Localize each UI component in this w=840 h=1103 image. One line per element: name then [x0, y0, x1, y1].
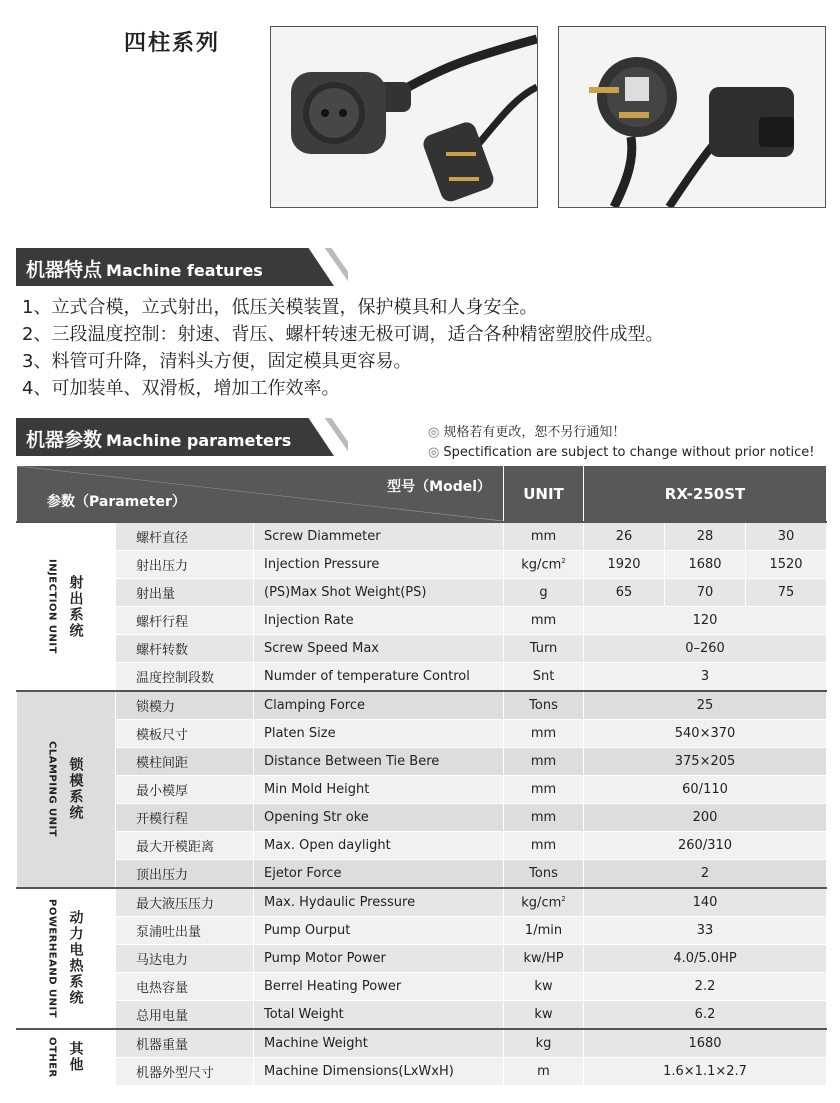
group-label-zh: 动力电热系统 — [67, 910, 84, 1007]
param-name-en: Platen Size — [254, 720, 504, 748]
group-label-en: INJECTION UNIT — [46, 559, 58, 654]
param-name-zh: 螺杆转数 — [116, 635, 254, 663]
table-row — [17, 579, 827, 607]
group-label-zh: 锁模系统 — [67, 757, 84, 822]
features-banner — [16, 248, 334, 286]
param-unit — [504, 1001, 584, 1030]
param-value: 540×370 — [584, 720, 827, 748]
table-row — [17, 888, 827, 917]
group-label-cell — [17, 691, 116, 888]
table-row — [17, 832, 827, 860]
unit-text: mm — [530, 613, 557, 628]
param-name-zh: 马达电力 — [116, 945, 254, 973]
unit-text: kw/HP — [523, 951, 564, 966]
param-name-en: Opening Str oke — [254, 804, 504, 832]
unit-text: m — [537, 1064, 550, 1079]
param-name-zh: 总用电量 — [116, 1001, 254, 1030]
parameter-label: 参数（Parameter） — [47, 494, 186, 510]
param-name-en: Clamping Force — [254, 691, 504, 720]
param-value: 1680 — [665, 551, 746, 579]
param-name-zh: 机器外型尺寸 — [116, 1058, 254, 1086]
table-row — [17, 1058, 827, 1086]
param-name-en: Numder of temperature Control — [254, 663, 504, 692]
feature-item: 3、料管可升降，清料头方便，固定模具更容易。 — [22, 351, 412, 372]
param-name-en: Pump Motor Power — [254, 945, 504, 973]
param-value: 1520 — [746, 551, 827, 579]
table-row — [17, 720, 827, 748]
notice-en: Spectification are subject to change without prior notice! — [443, 445, 815, 460]
param-name-zh: 开模行程 — [116, 804, 254, 832]
param-unit — [504, 776, 584, 804]
param-name-zh: 螺杆直径 — [116, 522, 254, 551]
table-header-row — [17, 466, 827, 523]
table-row — [17, 607, 827, 635]
unit-superscript: 2 — [561, 894, 566, 903]
param-name-zh: 最大液压压力 — [116, 888, 254, 917]
param-name-zh: 顶出压力 — [116, 860, 254, 889]
param-value: 2 — [584, 860, 827, 889]
param-unit — [504, 748, 584, 776]
group-label-cell — [17, 888, 116, 1029]
param-name-en: Max. Hydaulic Pressure — [254, 888, 504, 917]
param-value: 28 — [665, 522, 746, 551]
param-value: 3 — [584, 663, 827, 692]
unit-text: g — [539, 585, 548, 600]
param-value: 6.2 — [584, 1001, 827, 1030]
plug-cable-illustration — [559, 27, 825, 207]
unit-text: kg/cm — [521, 895, 562, 911]
notice-zh: 规格若有更改，恕不另行通知！ — [443, 425, 626, 440]
param-unit — [504, 663, 584, 692]
unit-text: Tons — [529, 698, 558, 713]
param-name-zh: 电热容量 — [116, 973, 254, 1001]
param-unit — [504, 720, 584, 748]
param-value: 1680 — [584, 1029, 827, 1058]
param-name-zh: 射出量 — [116, 579, 254, 607]
table-row — [17, 945, 827, 973]
table-row — [17, 1029, 827, 1058]
param-name-zh: 最小模厚 — [116, 776, 254, 804]
feature-item: 2、三段温度控制：射速、背压、螺杆转速无极可调，适合各种精密塑胶件成型。 — [22, 324, 664, 345]
params-title-en: Machine parameters — [106, 431, 292, 450]
param-value: 75 — [746, 579, 827, 607]
features-title-zh: 机器特点 — [26, 259, 103, 281]
feature-item: 1、立式合模，立式射出，低压关模装置，保护模具和人身安全。 — [22, 297, 538, 318]
group-label-zh: 其他 — [67, 1041, 84, 1074]
header-param-model-cell — [17, 466, 504, 523]
table-row — [17, 663, 827, 692]
group-label-en: OTHER — [46, 1037, 58, 1078]
unit-header: UNIT — [504, 466, 584, 523]
param-unit — [504, 917, 584, 945]
unit-text: 1/min — [524, 923, 563, 938]
param-name-en: Ejetor Force — [254, 860, 504, 889]
unit-superscript: 2 — [561, 556, 566, 565]
group-label-cell — [17, 1029, 116, 1086]
param-value: 33 — [584, 917, 827, 945]
unit-text: kw — [534, 979, 553, 994]
unit-text: kg/cm — [521, 557, 562, 573]
model-value-header: RX-250ST — [584, 466, 827, 523]
notice-mark: ◎ — [428, 425, 440, 440]
model-label: 型号（Model） — [387, 479, 492, 495]
table-row — [17, 776, 827, 804]
unit-text: Snt — [532, 669, 555, 684]
param-name-en: Min Mold Height — [254, 776, 504, 804]
features-title-en: Machine features — [106, 261, 263, 280]
unit-text: mm — [530, 726, 557, 741]
unit-text: kw — [534, 1007, 553, 1022]
param-value: 1920 — [584, 551, 665, 579]
feature-item: 4、可加装单、双滑板，增加工作效率。 — [22, 378, 340, 399]
param-name-en: (PS)Max Shot Weight(PS) — [254, 579, 504, 607]
socket-cable-photo — [270, 26, 538, 208]
group-label-zh: 射出系统 — [67, 574, 84, 639]
table-row — [17, 551, 827, 579]
param-value: 65 — [584, 579, 665, 607]
unit-text: mm — [530, 838, 557, 853]
unit-text: Tons — [529, 866, 558, 881]
table-row — [17, 522, 827, 551]
param-name-zh: 螺杆行程 — [116, 607, 254, 635]
param-unit — [504, 607, 584, 635]
param-value: 200 — [584, 804, 827, 832]
unit-text: mm — [530, 810, 557, 825]
table-row — [17, 635, 827, 663]
socket-cable-illustration — [271, 27, 537, 207]
unit-text: mm — [530, 754, 557, 769]
param-unit — [504, 1058, 584, 1086]
param-unit — [504, 1029, 584, 1058]
param-unit — [504, 551, 584, 579]
param-name-zh: 模柱间距 — [116, 748, 254, 776]
param-value: 0–260 — [584, 635, 827, 663]
param-name-en: Screw Speed Max — [254, 635, 504, 663]
param-name-en: Machine Weight — [254, 1029, 504, 1058]
notice-mark: ◎ — [428, 445, 440, 460]
param-unit — [504, 522, 584, 551]
param-name-en: Total Weight — [254, 1001, 504, 1030]
param-unit — [504, 888, 584, 917]
param-name-zh: 模板尺寸 — [116, 720, 254, 748]
group-label-cell — [17, 522, 116, 691]
params-title-zh: 机器参数 — [26, 429, 103, 451]
param-name-en: Machine Dimensions(LxWxH) — [254, 1058, 504, 1086]
param-name-zh: 温度控制段数 — [116, 663, 254, 692]
unit-text: mm — [530, 529, 557, 544]
param-unit — [504, 945, 584, 973]
param-value: 2.2 — [584, 973, 827, 1001]
group-label-en: CLAMPING UNIT — [46, 741, 58, 838]
table-row — [17, 973, 827, 1001]
param-name-zh: 射出压力 — [116, 551, 254, 579]
param-value: 4.0/5.0HP — [584, 945, 827, 973]
param-unit — [504, 973, 584, 1001]
unit-text: mm — [530, 782, 557, 797]
param-value: 30 — [746, 522, 827, 551]
param-name-zh: 泵浦吐出量 — [116, 917, 254, 945]
param-unit — [504, 832, 584, 860]
table-row — [17, 804, 827, 832]
table-row — [17, 748, 827, 776]
param-name-en: Injection Rate — [254, 607, 504, 635]
param-name-en: Berrel Heating Power — [254, 973, 504, 1001]
param-value: 140 — [584, 888, 827, 917]
plug-cable-photo — [558, 26, 826, 208]
table-row — [17, 1001, 827, 1030]
param-value: 375×205 — [584, 748, 827, 776]
param-name-zh: 机器重量 — [116, 1029, 254, 1058]
param-name-en: Distance Between Tie Bere — [254, 748, 504, 776]
param-value: 120 — [584, 607, 827, 635]
machine-parameters-table — [16, 465, 827, 1086]
series-title: 四柱系列 — [124, 31, 221, 56]
unit-text: Turn — [529, 641, 558, 656]
param-name-zh: 锁模力 — [116, 691, 254, 720]
param-value: 260/310 — [584, 832, 827, 860]
table-row — [17, 691, 827, 720]
param-unit — [504, 860, 584, 889]
group-label-en: POWERHEAND UNIT — [46, 898, 58, 1018]
change-notice — [428, 423, 815, 463]
features-list — [22, 294, 663, 402]
table-row — [17, 860, 827, 889]
param-name-en: Screw Diammeter — [254, 522, 504, 551]
param-name-en: Max. Open daylight — [254, 832, 504, 860]
param-value: 70 — [665, 579, 746, 607]
param-value: 60/110 — [584, 776, 827, 804]
param-value: 1.6×1.1×2.7 — [584, 1058, 827, 1086]
param-unit — [504, 635, 584, 663]
param-value: 26 — [584, 522, 665, 551]
param-unit — [504, 691, 584, 720]
param-name-en: Injection Pressure — [254, 551, 504, 579]
params-banner — [16, 418, 334, 456]
param-name-zh: 最大开模距离 — [116, 832, 254, 860]
param-unit — [504, 804, 584, 832]
unit-text: kg — [535, 1036, 552, 1051]
table-row — [17, 917, 827, 945]
param-value: 25 — [584, 691, 827, 720]
param-name-en: Pump Ourput — [254, 917, 504, 945]
param-unit — [504, 579, 584, 607]
